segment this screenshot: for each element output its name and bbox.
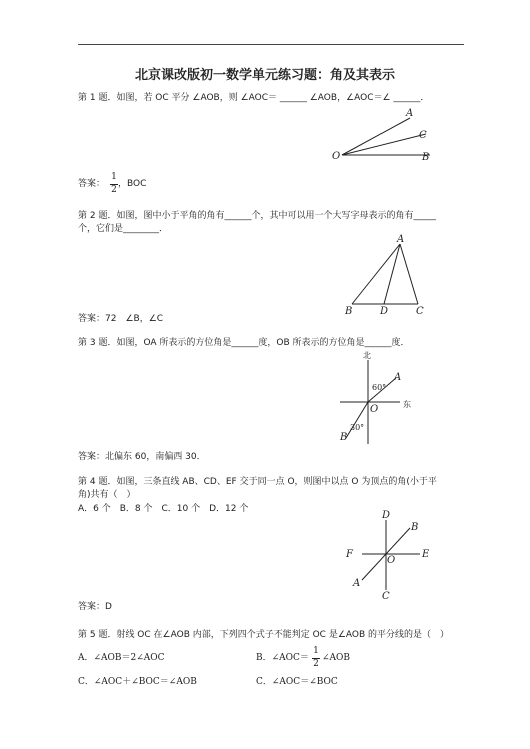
q5-option-d: C．∠AOC＝∠BOC — [256, 677, 338, 687]
q2-text-line2: 个，它们是________． — [78, 224, 169, 234]
ray-oc — [342, 134, 426, 155]
label-a: A — [353, 578, 361, 589]
q5-option-b-prefix: B．∠AOC＝ — [256, 653, 309, 663]
q4-options: A．6 个 B．8 个 C．10 个 D．12 个 — [78, 504, 249, 514]
label-a: A — [406, 108, 414, 119]
q2-figure — [340, 232, 430, 318]
q4-figure — [340, 508, 440, 603]
q1-figure — [330, 108, 440, 168]
label-b: B — [422, 152, 430, 163]
q4-text-line1: 第 4 题．如图，三条直线 AB、CD、EF 交于同一点 O，则图中以点 O 为顶点的角(小于平 — [78, 477, 437, 487]
label-a: A — [394, 372, 402, 383]
label-d: D — [382, 510, 391, 521]
q1-answer-numerator: 1 — [111, 172, 117, 182]
q3-figure — [330, 352, 430, 452]
q1-answer-prefix: 答案： — [78, 179, 106, 189]
q5-option-b-suffix: ∠AOB — [322, 653, 351, 663]
label-d: D — [380, 306, 389, 317]
q5-option-b-denominator: 2 — [313, 659, 319, 669]
label-angle-30: 30° — [350, 423, 365, 432]
q1-answer-rest: ，BOC — [118, 179, 147, 189]
side-ab — [352, 244, 400, 304]
label-b: B — [411, 522, 419, 533]
q5-option-a: A．∠AOB＝2∠AOC — [78, 653, 165, 663]
ray-ob — [346, 402, 368, 438]
q5-option-c: C．∠AOC＋∠BOC＝∠AOB — [78, 677, 197, 687]
q3-answer: 答案：北偏东 60，南偏西 30． — [78, 452, 206, 462]
label-north: 北 — [363, 351, 371, 360]
q3-text: 第 3 题．如图，OA 所表示的方位角是______度，OB 所表示的方位角是______度． — [78, 338, 410, 348]
label-f: F — [346, 549, 353, 560]
label-c: C — [419, 130, 427, 141]
q5-text: 第 5 题．射线 OC 在∠AOB 内部，下列四个式子不能判定 OC 是∠AOB 的平分线的是（ ） — [78, 630, 450, 640]
label-o: O — [332, 151, 341, 162]
label-angle-60: 60° — [372, 383, 387, 392]
segment-ad — [384, 244, 400, 304]
label-c: C — [416, 306, 424, 317]
q2-answer: 答案：72 ∠B，∠C — [78, 314, 164, 324]
label-o: O — [387, 555, 396, 566]
side-ac — [400, 244, 418, 304]
q4-text-line2: 角)共有（ ） — [78, 490, 136, 500]
label-e: E — [422, 549, 430, 560]
label-b: B — [345, 306, 353, 317]
q1-answer-denominator: 2 — [111, 185, 117, 195]
label-east: 东 — [403, 400, 411, 409]
page-title: 北京课改版初一数学单元练习题：角及其表示 — [134, 68, 395, 83]
q4-answer: 答案：D — [78, 602, 112, 612]
q2-text-line1: 第 2 题．如图，图中小于平角的角有______个，其中可以用一个大写字母表示的角有_____ — [78, 211, 436, 221]
label-o: O — [370, 404, 379, 415]
label-b: B — [340, 432, 348, 443]
header-rule — [78, 44, 464, 45]
q5-option-b-numerator: 1 — [313, 646, 319, 656]
ray-oa — [342, 118, 410, 155]
q1-text: 第 1 题．如图，若 OC 平分 ∠AOB，则 ∠AOC＝ ______ ∠AOB，∠AOC＝∠ ______． — [78, 93, 430, 103]
label-a: A — [397, 234, 405, 245]
label-c: C — [382, 591, 390, 602]
